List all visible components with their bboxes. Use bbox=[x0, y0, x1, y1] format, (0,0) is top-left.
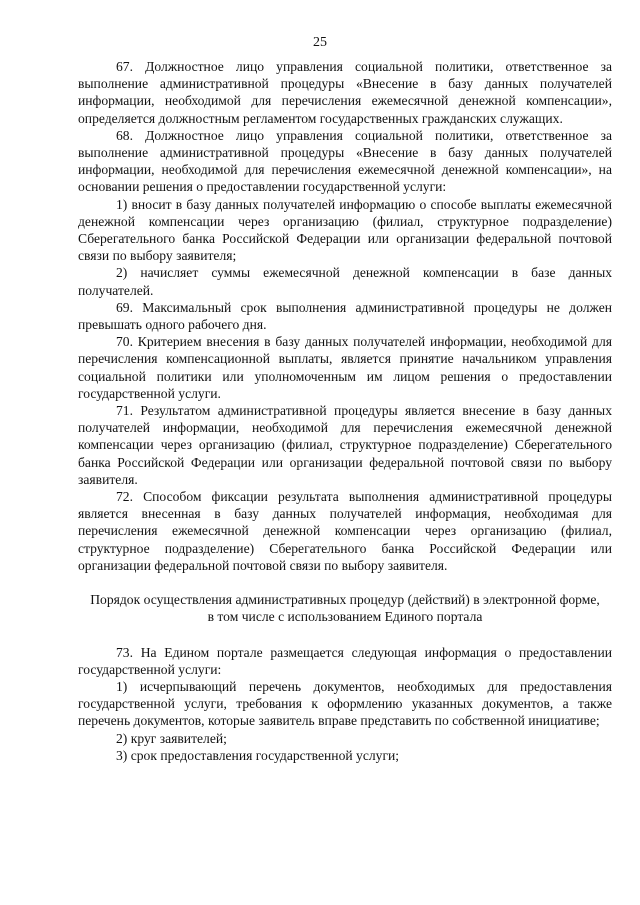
paragraph-68: 68. Должностное лицо управления социальной политики, ответственное за выполнение административной процедуры «Внесение в базу данных получателей информации, необходимой для перечисления ежемесячной денежной компенсации», на основании решения о предоставлении государственной услуги: bbox=[78, 127, 612, 195]
paragraph-73: 73. На Едином портале размещается следующая информация о предоставлении государственной услуги: bbox=[78, 644, 612, 677]
paragraph-67: 67. Должностное лицо управления социальной политики, ответственное за выполнение административной процедуры «Внесение в базу данных получателей информации, необходимой для перечисления ежемесячной денежной компенсации», определяется должностным регламентом государственных гражданских служащих. bbox=[78, 59, 612, 126]
list-item-73-3: 3) срок предоставления государственной услуги; bbox=[116, 747, 400, 763]
list-item-73-1: 1) исчерпывающий перечень документов, необходимых для предоставления государственной услуги, требования к оформлению указанных документов, а также перечень документов, которые заявитель вправе представить по собственной инициативе; bbox=[78, 678, 612, 729]
paragraph-70: 70. Критерием внесения в базу данных получателей информации, необходимой для перечисления компенсационной выплаты, является принятие начальником управления социальной политики или уполномоченным им лицом решения о предоставлении государственной услуги. bbox=[78, 334, 612, 401]
section-spacer-2 bbox=[78, 626, 612, 644]
paragraph-72: 72. Способом фиксации результата выполнения административной процедуры является внесенная в базу данных получателей информация, необходимая для перечисления ежемесячной денежной компенсации через организацию (филиал, структурное подразделение) Сберегательного банка Российской Федерации или организации федеральной почтовой связи по выбору заявителя. bbox=[78, 489, 612, 573]
list-item-73-2: 2) круг заявителей; bbox=[116, 730, 227, 746]
page-number: 25 bbox=[313, 35, 327, 50]
document-body bbox=[78, 58, 612, 764]
section-heading: Порядок осуществления административных процедур (действий) в электронной форме, в том числе с использованием Единого портала bbox=[90, 592, 600, 625]
paragraph-71: 71. Результатом административной процедуры является внесение в базу данных получателей информации, необходимой для перечисления ежемесячной денежной компенсации через организацию (филиал, структурное подразделение) Сберегательного банка Российской Федерации или организации федеральной почтовой связи по выбору заявителя. bbox=[78, 403, 612, 487]
paragraph-69: 69. Максимальный срок выполнения административной процедуры не должен превышать одного рабочего дня. bbox=[78, 299, 612, 333]
list-item-68-2: 2) начисляет суммы ежемесячной денежной компенсации в базе данных получателей. bbox=[78, 265, 612, 298]
section-spacer bbox=[78, 574, 612, 591]
list-item-68-1: 1) вносит в базу данных получателей информацию о способе выплаты ежемесячной денежной компенсации через организацию (филиал, структурное подразделение) Сберегательного банка Российской Федерации или организации федеральной почтовой связи по выбору заявителя; bbox=[78, 196, 612, 264]
